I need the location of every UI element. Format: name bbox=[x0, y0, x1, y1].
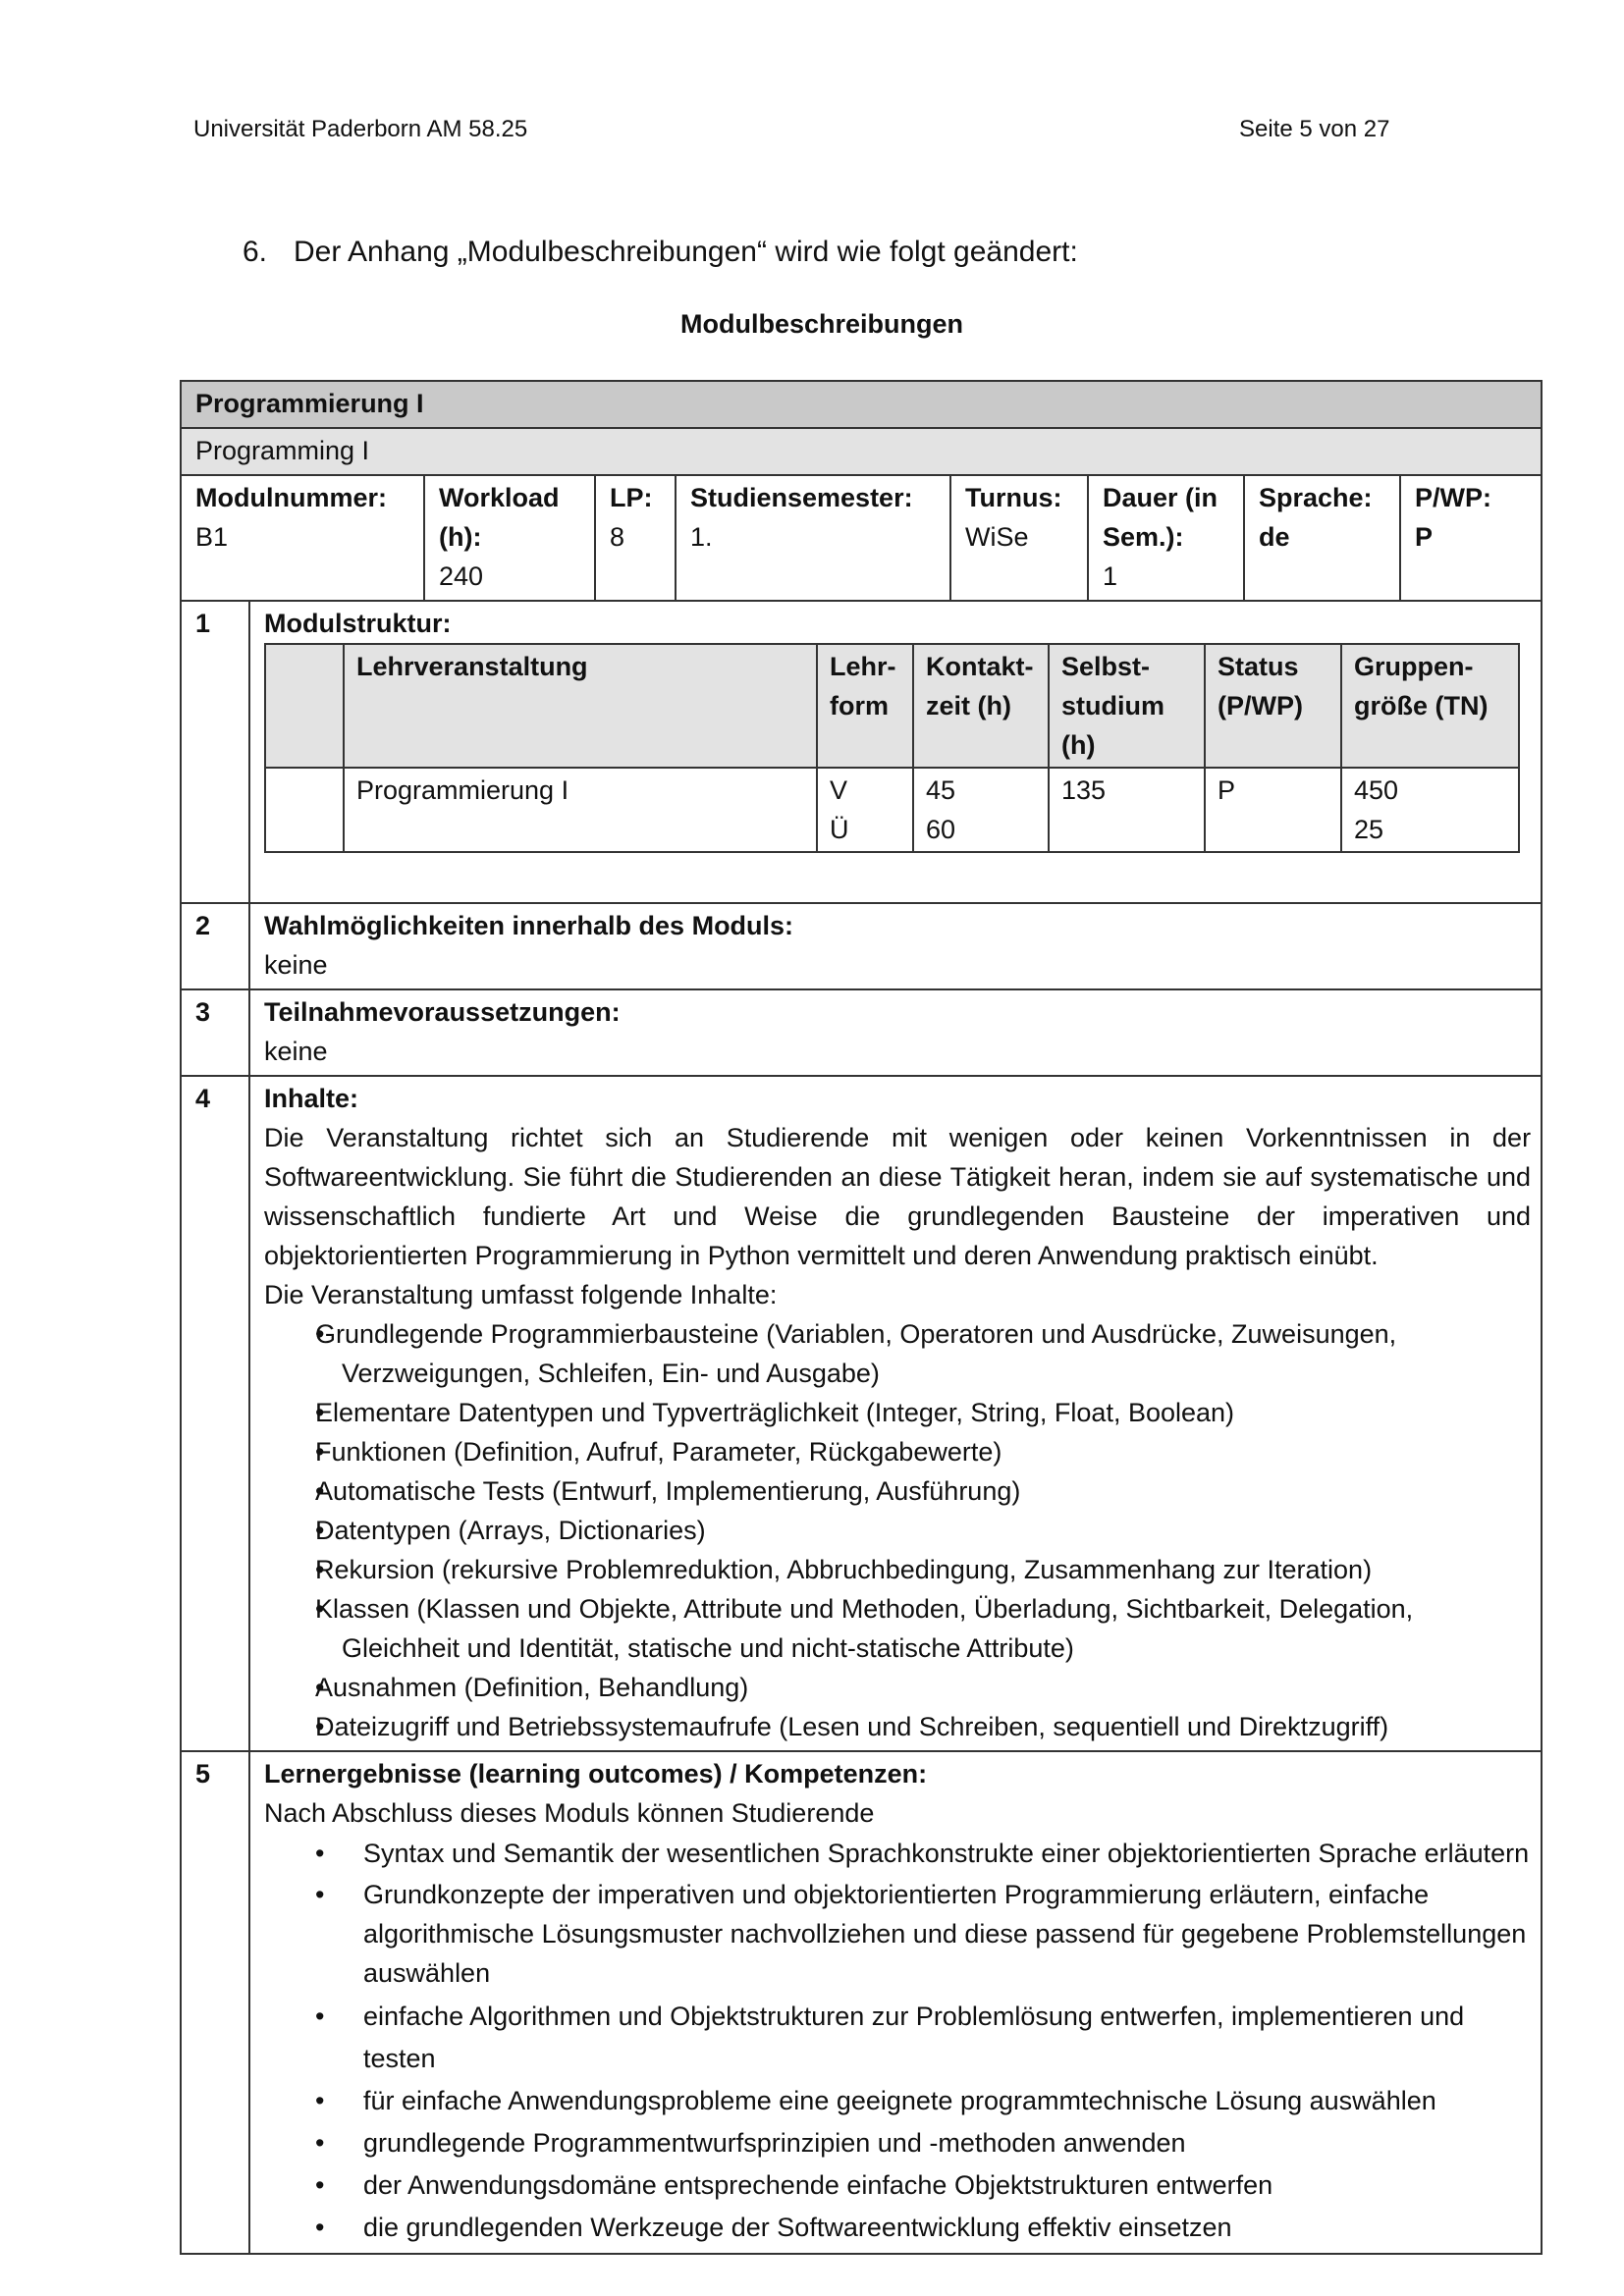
list-item: • Dateizugriff und Betriebssystemaufrufe (Lesen und Schreiben, sequentiell und Direktzugriff) bbox=[264, 1707, 1531, 1746]
meta-turnus: Turnus: WiSe bbox=[950, 475, 1088, 601]
table-row bbox=[265, 768, 1519, 852]
section-number: 5 bbox=[181, 1751, 249, 2254]
section-title: Inhalte: bbox=[264, 1084, 359, 1113]
list-item: • Grundlegende Programmierbausteine (Variablen, Operatoren und Ausdrücke, Zuweisungen, Verzweigungen, Schleifen, Ein- und Ausgabe) bbox=[264, 1314, 1531, 1393]
list-item: • der Anwendungsdomäne entsprechende einfache Objektstrukturen entwerfen bbox=[264, 2164, 1531, 2207]
section-5 bbox=[181, 1751, 1542, 2254]
section-number: 4 bbox=[181, 1076, 249, 1751]
header-left: Universität Paderborn AM 58.25 bbox=[193, 116, 528, 142]
section-number: 1 bbox=[181, 601, 249, 903]
module-title: Programmierung I bbox=[181, 381, 1542, 428]
intro-line bbox=[243, 236, 1078, 269]
header-lehrveranstaltung: Lehrveranstaltung bbox=[344, 644, 817, 768]
cell-gruppengroesse: 450 25 bbox=[1341, 768, 1519, 852]
section-title: Teilnahmevoraussetzungen: bbox=[264, 997, 621, 1027]
section-number: 3 bbox=[181, 989, 249, 1076]
module-table bbox=[180, 380, 1543, 2255]
list-item: • für einfache Anwendungsprobleme eine geeignete programmtechnische Lösung auswählen bbox=[264, 2080, 1531, 2122]
header-status: Status (P/WP) bbox=[1205, 644, 1341, 768]
meta-dauer: Dauer (in Sem.): 1 bbox=[1088, 475, 1244, 601]
inner-header-row bbox=[265, 644, 1519, 768]
list-item: • die grundlegenden Werkzeuge der Softwareentwicklung effektiv einsetzen bbox=[264, 2207, 1531, 2249]
section-3 bbox=[181, 989, 1542, 1076]
meta-modulnummer: Modulnummer: B1 bbox=[181, 475, 424, 601]
list-item: • Syntax und Semantik der wesentlichen Sprachkonstrukte einer objektorientierten Sprache erläutern bbox=[264, 1833, 1531, 1875]
section-title: Lernergebnisse (learning outcomes) / Kompetenzen: bbox=[264, 1759, 928, 1789]
section-intro: Nach Abschluss dieses Moduls können Studierende bbox=[264, 1798, 875, 1828]
section-1 bbox=[181, 601, 1542, 903]
list-item: • einfache Algorithmen und Objektstrukturen zur Problemlösung entwerfen, implementieren und testen bbox=[264, 1996, 1531, 2080]
list-item: • Klassen (Klassen und Objekte, Attribute und Methoden, Überladung, Sichtbarkeit, Delegation, Gleichheit und Identität, statische und nicht-statische Attribute) bbox=[264, 1589, 1531, 1668]
section-number: 2 bbox=[181, 903, 249, 989]
cell-lehrform: V Ü bbox=[817, 768, 913, 852]
list-item: • Ausnahmen (Definition, Behandlung) bbox=[264, 1668, 1531, 1707]
meta-pwp: P/WP: P bbox=[1400, 475, 1542, 601]
meta-lp: LP: 8 bbox=[595, 475, 676, 601]
section-paragraph: Die Veranstaltung richtet sich an Studierende mit wenigen oder keinen Vorkenntnissen in der Softwareentwicklung. Sie führt die Studierenden an diese Tätigkeit heran, indem sie auf systematische und wissenschaftlich fundierte Art und Weise die grundlegenden Bausteine der imperativen und objektorientierten Programmierung in Python vermittelt und deren Anwendung praktisch einübt. bbox=[264, 1123, 1532, 1270]
section-intro: Die Veranstaltung umfasst folgende Inhalte: bbox=[264, 1280, 778, 1309]
module-title-en: Programming I bbox=[181, 428, 1542, 475]
section-title: Modulstruktur: bbox=[264, 609, 452, 638]
meta-studiensemester: Studiensemester: 1. bbox=[676, 475, 950, 601]
outcomes-list bbox=[264, 1833, 1531, 2249]
section-4 bbox=[181, 1076, 1542, 1751]
lehrveranstaltung-table bbox=[264, 643, 1520, 853]
cell-kontaktzeit: 45 60 bbox=[913, 768, 1049, 852]
section-title: Wahlmöglichkeiten innerhalb des Moduls: bbox=[264, 911, 794, 940]
content-list bbox=[264, 1314, 1531, 1746]
list-item: • Elementare Datentypen und Typverträglichkeit (Integer, String, Float, Boolean) bbox=[264, 1393, 1531, 1432]
header-selbststudium: Selbst-studium (h) bbox=[1049, 644, 1205, 768]
cell-status: P bbox=[1205, 768, 1341, 852]
cell-lv: Programmierung I bbox=[344, 768, 817, 852]
header-gruppengroesse: Gruppen-größe (TN) bbox=[1341, 644, 1519, 768]
section-2 bbox=[181, 903, 1542, 989]
document-title: Modulbeschreibungen bbox=[679, 309, 963, 339]
module-meta-row bbox=[181, 475, 1542, 601]
cell-selbststudium: 135 bbox=[1049, 768, 1205, 852]
list-item: • Funktionen (Definition, Aufruf, Parameter, Rückgabewerte) bbox=[264, 1432, 1531, 1471]
section-text: keine bbox=[264, 1037, 328, 1066]
list-item: • Grundkonzepte der imperativen und objektorientierten Programmierung erläutern, einfache algorithmische Lösungsmuster nachvollziehen und diese passend für gegebene Problemstellungen auswählen bbox=[264, 1875, 1531, 1996]
list-item: • Datentypen (Arrays, Dictionaries) bbox=[264, 1511, 1531, 1550]
header-lehrform: Lehr-form bbox=[817, 644, 913, 768]
list-item: • Automatische Tests (Entwurf, Implementierung, Ausführung) bbox=[264, 1471, 1531, 1511]
header-kontaktzeit: Kontakt-zeit (h) bbox=[913, 644, 1049, 768]
meta-workload: Workload (h): 240 bbox=[424, 475, 595, 601]
section-text: keine bbox=[264, 950, 328, 980]
meta-sprache: Sprache: de bbox=[1244, 475, 1400, 601]
header-page-number: Seite 5 von 27 bbox=[1239, 116, 1390, 142]
intro-number: 6. bbox=[243, 236, 268, 268]
list-item: • Rekursion (rekursive Problemreduktion, Abbruchbedingung, Zusammenhang zur Iteration) bbox=[264, 1550, 1531, 1589]
list-item: • grundlegende Programmentwurfsprinzipien und -methoden anwenden bbox=[264, 2122, 1531, 2164]
intro-text: Der Anhang „Modulbeschreibungen“ wird wie folgt geändert: bbox=[294, 236, 1078, 268]
